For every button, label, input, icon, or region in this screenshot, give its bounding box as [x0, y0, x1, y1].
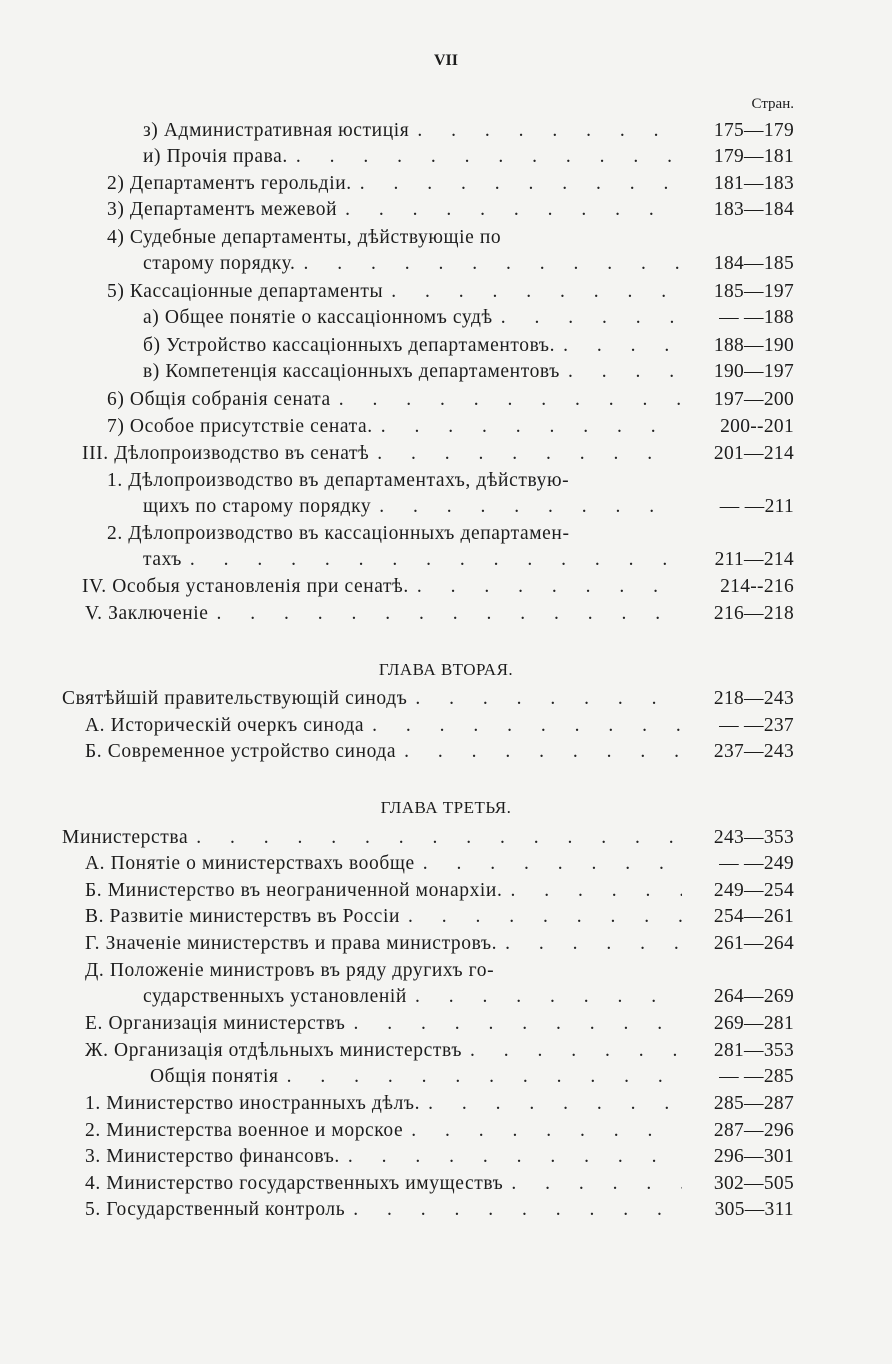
toc-entry-pages: 216—218	[713, 603, 794, 624]
toc-entry	[107, 199, 794, 225]
dot-leader	[396, 741, 682, 763]
toc-entry-pages: 218—243	[713, 688, 794, 709]
toc-entry-title: 1. Дѣлопроизводство въ департаментахъ, дѣйствую-	[107, 470, 570, 491]
dot-leader	[420, 1093, 682, 1115]
toc-entry-title: Министерства	[62, 827, 189, 848]
toc-entry-title: В. Развитіе министерствъ въ Россіи	[85, 906, 400, 927]
chapter-3-title: ГЛАВА ТРЕТЬЯ.	[380, 798, 512, 817]
toc-entry-title: Е. Организація министерствъ	[85, 1013, 346, 1034]
dot-leader	[331, 389, 682, 411]
toc-entry-title: Д. Положеніе министровъ въ ряду другихъ го-	[85, 960, 495, 981]
toc-entry	[62, 827, 794, 853]
dot-leader	[288, 146, 682, 168]
toc-entry-title: 2. Министерства военное и морское	[85, 1120, 404, 1141]
toc-entry-pages: 302—505	[713, 1173, 794, 1194]
dot-leader	[279, 1066, 682, 1088]
toc-entry	[85, 1199, 794, 1225]
dot-leader	[295, 253, 682, 275]
toc-entry	[85, 1040, 794, 1066]
toc-entry-pages: 296—301	[713, 1146, 794, 1167]
toc-entry-title: 6) Общія собранія сената	[107, 389, 331, 410]
toc-entry	[85, 1013, 794, 1039]
toc-entry-pages: 214--216	[720, 576, 794, 597]
toc-entry-title: III. Дѣлопроизводство въ сенатѣ	[82, 443, 370, 464]
toc-entry	[85, 1146, 794, 1172]
toc-entry-pages: — —211	[719, 496, 794, 517]
toc-entry-pages: 261—264	[713, 933, 794, 954]
toc-entry-pages: 254—261	[713, 906, 794, 927]
toc-entry-pages: 249—254	[713, 880, 794, 901]
toc-entry-title: Б. Современное устройство синода	[85, 741, 397, 762]
dot-leader	[209, 603, 682, 625]
toc-entry	[143, 146, 794, 172]
toc-entry-pages: 211—214	[714, 549, 794, 570]
toc-entry-pages: 188—190	[713, 335, 794, 356]
toc-entry	[107, 416, 794, 442]
dot-leader	[373, 416, 682, 438]
dot-leader	[502, 880, 682, 902]
dot-leader	[364, 715, 682, 737]
toc-entry-pages: 305—311	[714, 1199, 794, 1220]
dot-leader	[383, 281, 682, 303]
toc-entry-title: V. Заключеніе	[85, 603, 209, 624]
toc-entry	[107, 523, 794, 549]
toc-entry-pages: 185—197	[713, 281, 794, 302]
toc-entry-title: 5) Кассаціонные департаменты	[107, 281, 384, 302]
dot-leader	[409, 576, 682, 598]
toc-entry	[143, 496, 794, 522]
dot-leader	[555, 335, 682, 357]
toc-entry	[85, 960, 794, 986]
toc-entry-title: б) Устройство кассаціонныхъ департаментовъ.	[143, 335, 556, 356]
toc-entry-pages: 269—281	[713, 1013, 794, 1034]
toc-entry	[85, 906, 794, 932]
toc-entry-pages: 281—353	[713, 1040, 794, 1061]
toc-entry-title: старому порядку.	[143, 253, 296, 274]
dot-leader	[340, 1146, 682, 1168]
toc-entry	[143, 307, 794, 333]
toc-entry-title: 3) Департаментъ межевой	[107, 199, 338, 220]
pages-column-header: Стран.	[751, 96, 794, 112]
toc-entry-title: Ж. Организація отдѣльныхъ министерствъ	[85, 1040, 463, 1061]
dot-leader	[337, 199, 682, 221]
toc-entry-pages: — —188	[719, 307, 794, 328]
toc-entry	[85, 603, 794, 629]
toc-entry-title: Общія понятія	[150, 1066, 279, 1087]
dot-leader	[400, 906, 682, 928]
toc-entry	[85, 715, 794, 741]
toc-entry-title: 2. Дѣлопроизводство въ кассаціонныхъ департамен-	[107, 523, 570, 544]
dot-leader	[369, 443, 682, 465]
toc-entry-pages: — —285	[719, 1066, 794, 1087]
dot-leader	[407, 688, 682, 710]
toc-entry-title: 4. Министерство государственныхъ имуществъ	[85, 1173, 504, 1194]
toc-entry	[85, 1120, 794, 1146]
toc-entry-pages: 181—183	[713, 173, 794, 194]
toc-entry-pages: 287—296	[713, 1120, 794, 1141]
toc-entry	[107, 227, 794, 253]
toc-entry	[85, 1093, 794, 1119]
dot-leader	[352, 173, 682, 195]
toc-entry-pages: — —249	[719, 853, 794, 874]
toc-entry-title: IV. Особыя установленія при сенатѣ.	[82, 576, 409, 597]
dot-leader	[345, 1199, 682, 1221]
toc-entry-pages: 197—200	[713, 389, 794, 410]
toc-entry	[62, 688, 794, 714]
toc-entry	[143, 986, 794, 1012]
toc-entry-pages: 184—185	[713, 253, 794, 274]
toc-entry-title: 5. Государственный контроль	[85, 1199, 346, 1220]
toc-entry-pages: — —237	[719, 715, 794, 736]
toc-entry-title: з) Административная юстиція	[143, 120, 410, 141]
toc-entry	[82, 443, 794, 469]
toc-entry	[107, 173, 794, 199]
toc-entry-pages: 190—197	[713, 361, 794, 382]
toc-entry	[143, 120, 794, 146]
toc-entry-title: Б. Министерство въ неограниченной монархіи.	[85, 880, 503, 901]
dot-leader	[403, 1120, 682, 1142]
toc-entry-title: 1. Министерство иностранныхъ дѣлъ.	[85, 1093, 421, 1114]
toc-entry-pages: 175—179	[713, 120, 794, 141]
dot-leader	[462, 1040, 682, 1062]
toc-entry-title: 7) Особое присутствіе сената.	[107, 416, 373, 437]
toc-entry-title: Святѣйшій правительствующій синодъ	[62, 688, 408, 709]
toc-entry-title: тахъ	[143, 549, 182, 570]
toc-entry	[143, 253, 794, 279]
toc-entry	[82, 576, 794, 602]
toc-entry-title: А. Понятіе о министерствахъ вообще	[85, 853, 415, 874]
toc-entry	[107, 281, 794, 307]
toc-entry-pages: 285—287	[713, 1093, 794, 1114]
dot-leader	[371, 496, 682, 518]
chapter-2-title: ГЛАВА ВТОРАЯ.	[378, 660, 514, 679]
dot-leader	[503, 1173, 682, 1195]
toc-entry	[107, 470, 794, 496]
toc-entry	[150, 1066, 794, 1092]
dot-leader	[560, 361, 682, 383]
toc-entry-title: 4) Судебные департаменты, дѣйствующіе по	[107, 227, 502, 248]
toc-entry-pages: 237—243	[713, 741, 794, 762]
toc-entry	[85, 933, 794, 959]
toc-entry-pages: 201—214	[713, 443, 794, 464]
toc-entry-pages: 243—353	[713, 827, 794, 848]
toc-entry-title: сударственныхъ установленій	[143, 986, 407, 1007]
toc-entry	[85, 880, 794, 906]
toc-entry-title: в) Компетенція кассаціонныхъ департаментовъ	[143, 361, 560, 382]
dot-leader	[345, 1013, 682, 1035]
dot-leader	[188, 827, 682, 849]
toc-entry	[143, 335, 794, 361]
toc-entry	[85, 853, 794, 879]
toc-entry-title: щихъ по старому порядку	[143, 496, 372, 517]
toc-entry-title: и) Прочія права.	[143, 146, 288, 167]
dot-leader	[493, 307, 682, 329]
dot-leader	[182, 549, 682, 571]
toc-entry-title: 2) Департаментъ герольдіи.	[107, 173, 352, 194]
toc-entry	[107, 389, 794, 415]
toc-entry-pages: 264—269	[713, 986, 794, 1007]
dot-leader	[409, 120, 682, 142]
toc-entry	[143, 361, 794, 387]
toc-entry-title: а) Общее понятіе о кассаціонномъ судѣ	[143, 307, 493, 328]
toc-entry-pages: 183—184	[713, 199, 794, 220]
dot-leader	[407, 986, 682, 1008]
toc-entry	[85, 1173, 794, 1199]
toc-entry-title: А. Историческій очеркъ синода	[85, 715, 365, 736]
toc-entry	[143, 549, 794, 575]
toc-entry-pages: 200--201	[720, 416, 794, 437]
toc-entry-title: 3. Министерство финансовъ.	[85, 1146, 340, 1167]
toc-entry-pages: 179—181	[713, 146, 794, 167]
page-number: VII	[433, 52, 458, 69]
toc-entry-title: Г. Значеніе министерствъ и права министровъ.	[85, 933, 498, 954]
toc-entry	[85, 741, 794, 767]
dot-leader	[415, 853, 682, 875]
dot-leader	[497, 933, 682, 955]
